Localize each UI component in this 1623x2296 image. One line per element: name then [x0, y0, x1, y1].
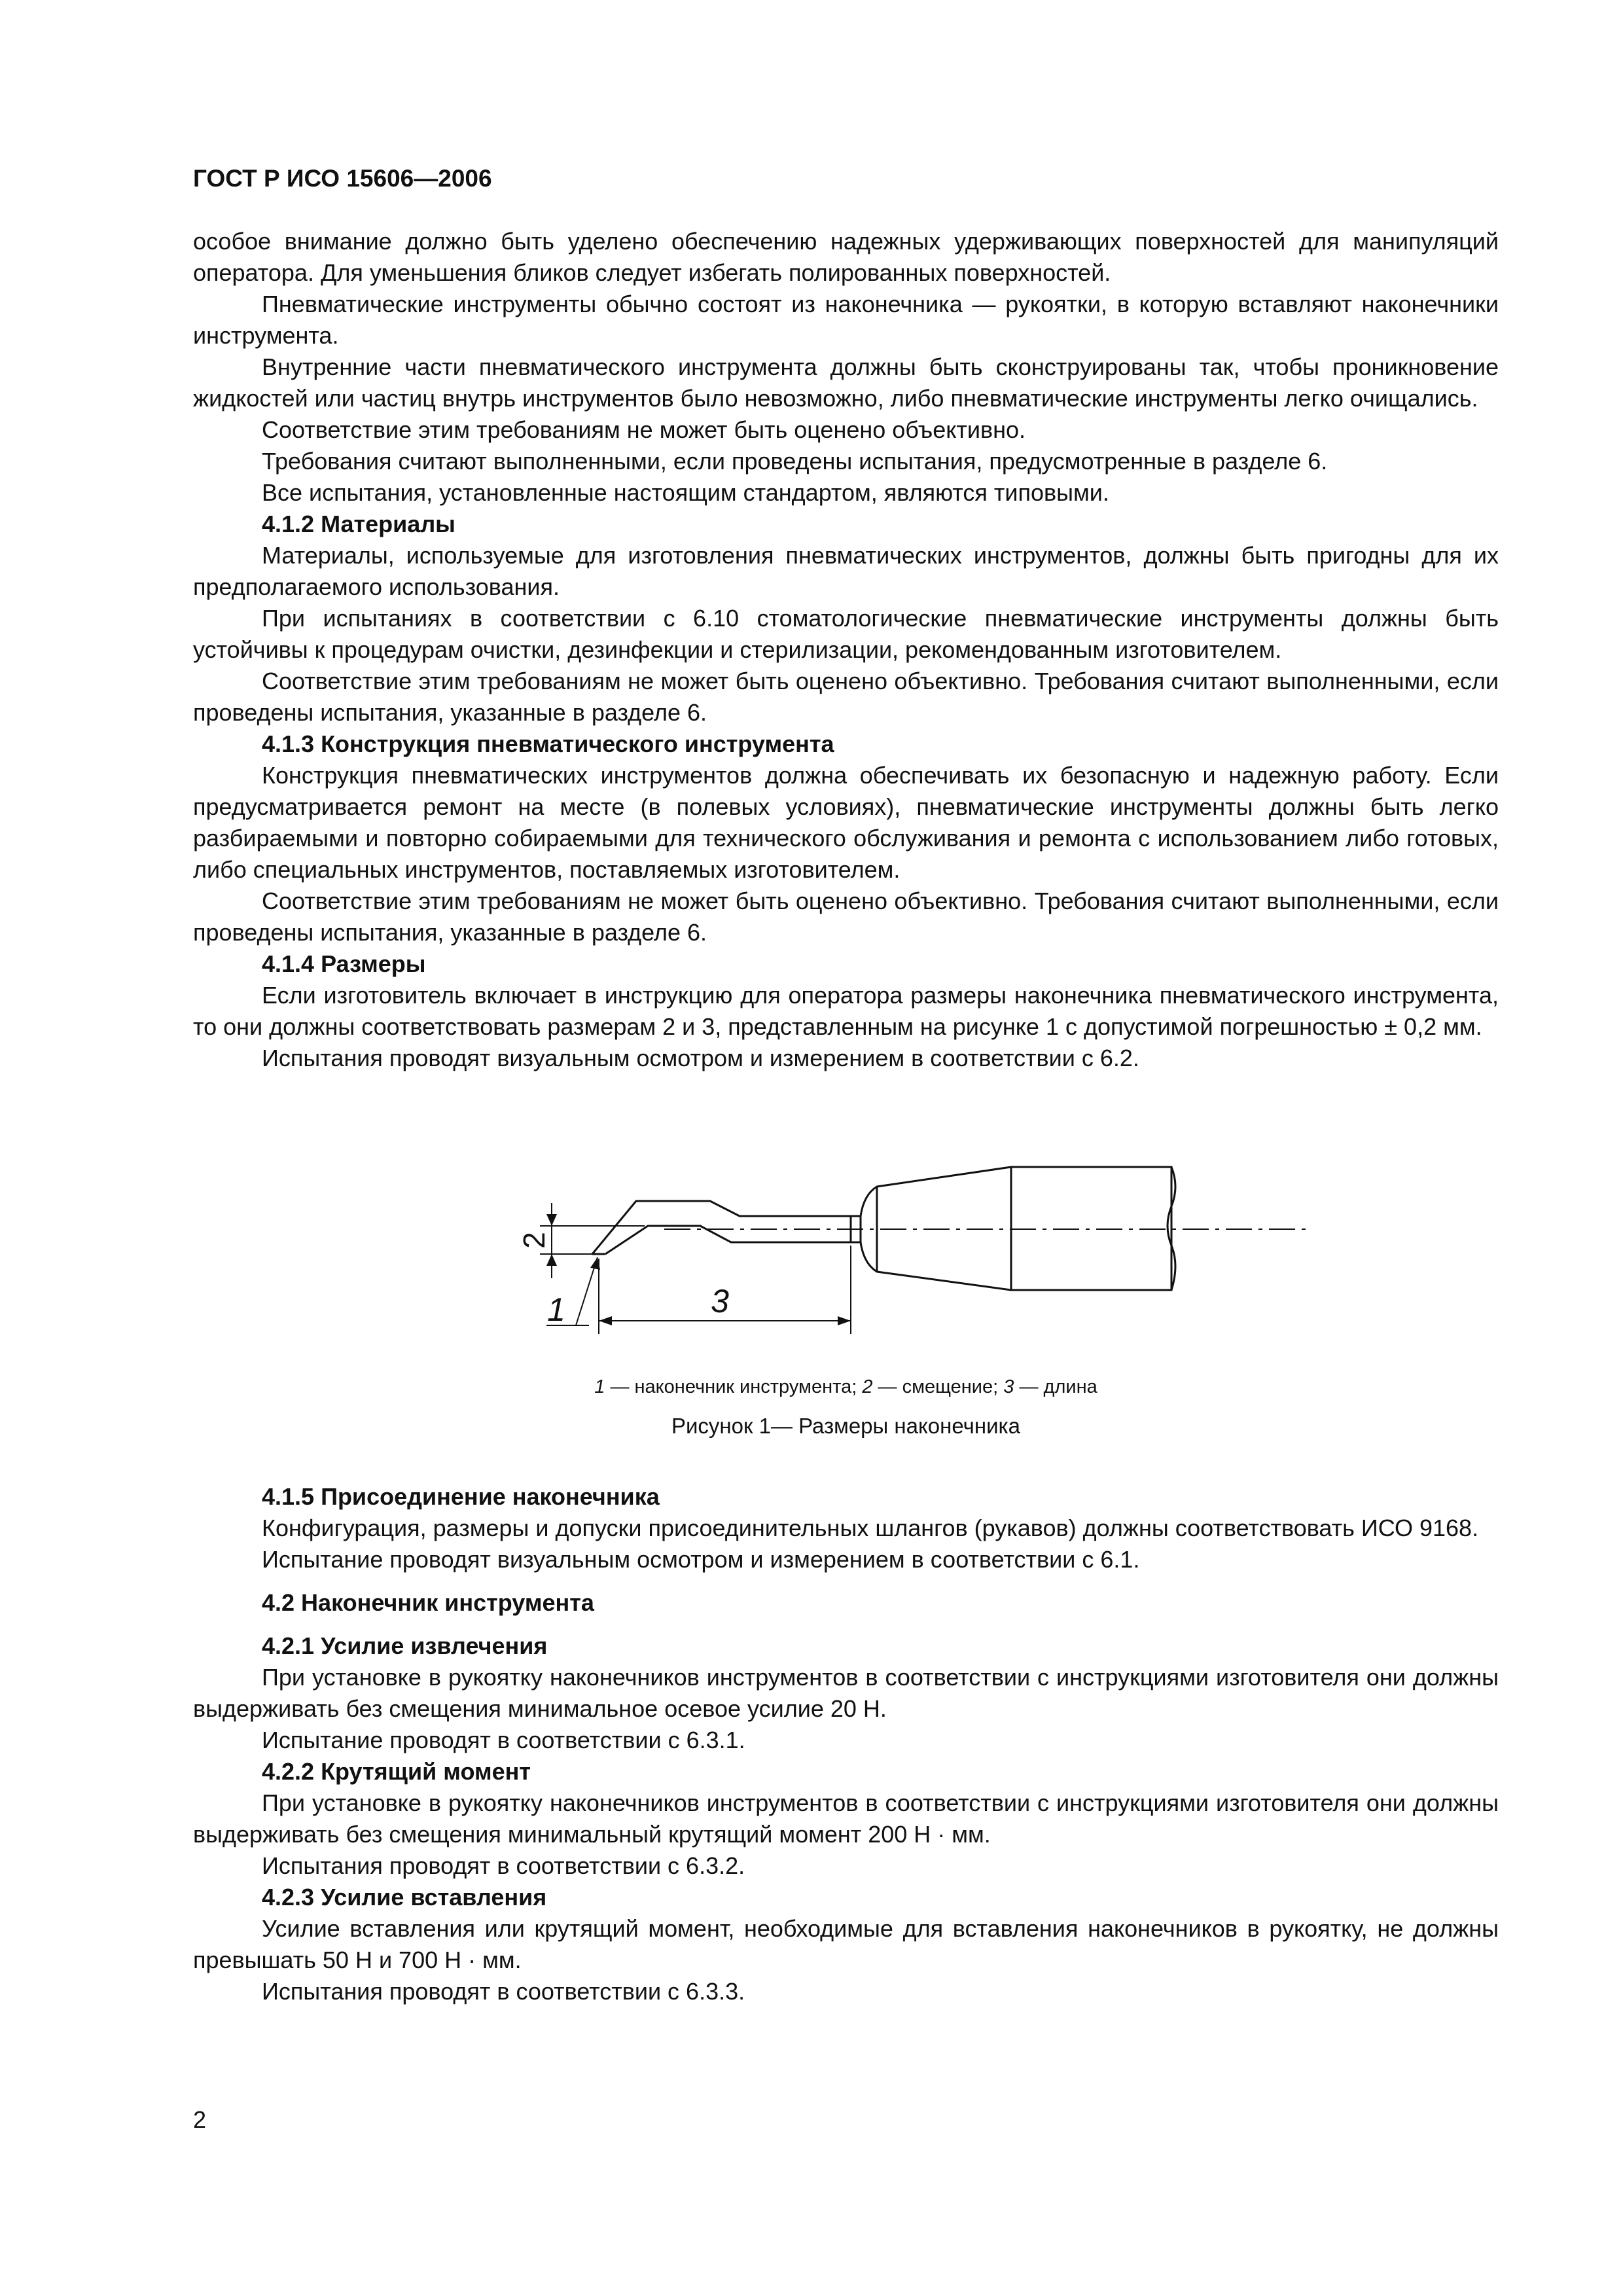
dimension-label-length: 3 [711, 1283, 729, 1319]
paragraph: При установке в рукоятку наконечников инструментов в соответствии с инструкциями изготовителя они должны выдерживать без смещения минимальное осевое усилие 20 Н. [193, 1664, 1499, 1722]
paragraph: Внутренние части пневматического инструмента должны быть сконструированы так, чтобы проникновение жидкостей или частиц внутрь инструментов было невозможно, либо пневматические инструменты легко очищались. [193, 353, 1499, 412]
paragraph: Материалы, используемые для изготовления пневматических инструментов, должны быть пригодны для их предполагаемого использования. [193, 542, 1499, 600]
item-label-tip: 1 [547, 1291, 565, 1328]
paragraph: Требования считают выполненными, если проведены испытания, предусмотренные в разделе 6. [262, 448, 1328, 475]
figure-1 [193, 1095, 1499, 1462]
paragraph: При испытаниях в соответствии с 6.10 стоматологические пневматические инструменты должны быть устойчивы к процедурам очистки, дезинфекции и стерилизации, рекомендованным изготовителем. [193, 605, 1499, 663]
tip-dimensions-drawing [193, 1095, 1499, 1370]
paragraph: Пневматические инструменты обычно состоят из наконечника — рукоятки, в которую вставляют наконечники инструмента. [193, 291, 1499, 349]
document-header: ГОСТ Р ИСО 15606—2006 [193, 165, 492, 192]
section-heading-4-1-4: 4.1.4 Размеры [262, 950, 426, 977]
paragraph: Испытания проводят в соответствии с 6.3.2. [262, 1852, 745, 1879]
dimension-label-offset: 2 [517, 1232, 551, 1249]
figure-caption: Рисунок 1— Размеры наконечника [671, 1414, 1021, 1438]
paragraph: особое внимание должно быть уделено обеспечению надежных удерживающих поверхностей для манипуляций оператора. Для уменьшения бликов следует избегать полированных поверхностей. [193, 228, 1499, 286]
paragraph: Испытания проводят визуальным осмотром и измерением в соответствии с 6.2. [262, 1045, 1139, 1071]
paragraph: Испытание проводят в соответствии с 6.3.1. [262, 1727, 745, 1753]
section-heading-4-1-5: 4.1.5 Присоединение наконечника [262, 1483, 660, 1510]
section-heading-4-2-1: 4.2.1 Усилие извлечения [262, 1632, 548, 1659]
paragraph: Соответствие этим требованиям не может быть оценено объективно. [262, 416, 1026, 443]
instrument-tip [592, 1201, 851, 1254]
paragraph: Усилие вставления или крутящий момент, необходимые для вставления наконечников в рукоятку, не должны превышать 50 Н и 700 Н · мм. [193, 1915, 1499, 1973]
document-body [193, 226, 1499, 2007]
paragraph: Конструкция пневматических инструментов должна обеспечивать их безопасную и надежную работу. Если предусматривается ремонт на месте (в полевых условиях), пневматические инструменты должны быть легко разбираемыми и повторно собираемыми для технического обслуживания и ремонта с использованием либо готовых, либо специальных инструментов, поставляемых изготовителем. [193, 762, 1499, 883]
figure-legend: 1 — наконечник инструмента; 2 — смещение; 3 — длина [594, 1376, 1097, 1397]
paragraph: Испытания проводят в соответствии с 6.3.3. [262, 1978, 745, 2005]
paragraph: При установке в рукоятку наконечников инструментов в соответствии с инструкциями изготовителя они должны выдерживать без смещения минимальный крутящий момент 200 Н · мм. [193, 1789, 1499, 1848]
section-heading-4-2: 4.2 Наконечник инструмента [262, 1589, 594, 1616]
paragraph: Соответствие этим требованиям не может быть оценено объективно. Требования считают выполненными, если проведены испытания, указанные в разделе 6. [193, 888, 1499, 946]
paragraph: Испытание проводят визуальным осмотром и измерением в соответствии с 6.1. [262, 1546, 1140, 1573]
paragraph: Все испытания, установленные настоящим стандартом, являются типовыми. [262, 479, 1109, 506]
section-heading-4-2-3: 4.2.3 Усилие вставления [262, 1884, 547, 1910]
paragraph: Конфигурация, размеры и допуски присоединительных шлангов (рукавов) должны соответствовать ИСО 9168. [262, 1515, 1479, 1541]
section-heading-4-1-3: 4.1.3 Конструкция пневматического инструмента [262, 730, 834, 757]
paragraph: Если изготовитель включает в инструкцию для оператора размеры наконечника пневматического инструмента, то они должны соответствовать размерам 2 и 3, представленным на рисунке 1 с допустимой погрешностью ± 0,2 мм. [193, 982, 1499, 1040]
section-heading-4-1-2: 4.1.2 Материалы [262, 511, 455, 537]
section-heading-4-2-2: 4.2.2 Крутящий момент [262, 1758, 531, 1785]
paragraph: Соответствие этим требованиям не может быть оценено объективно. Требования считают выполненными, если проведены испытания, указанные в разделе 6. [193, 668, 1499, 726]
page-number: 2 [193, 2106, 207, 2133]
